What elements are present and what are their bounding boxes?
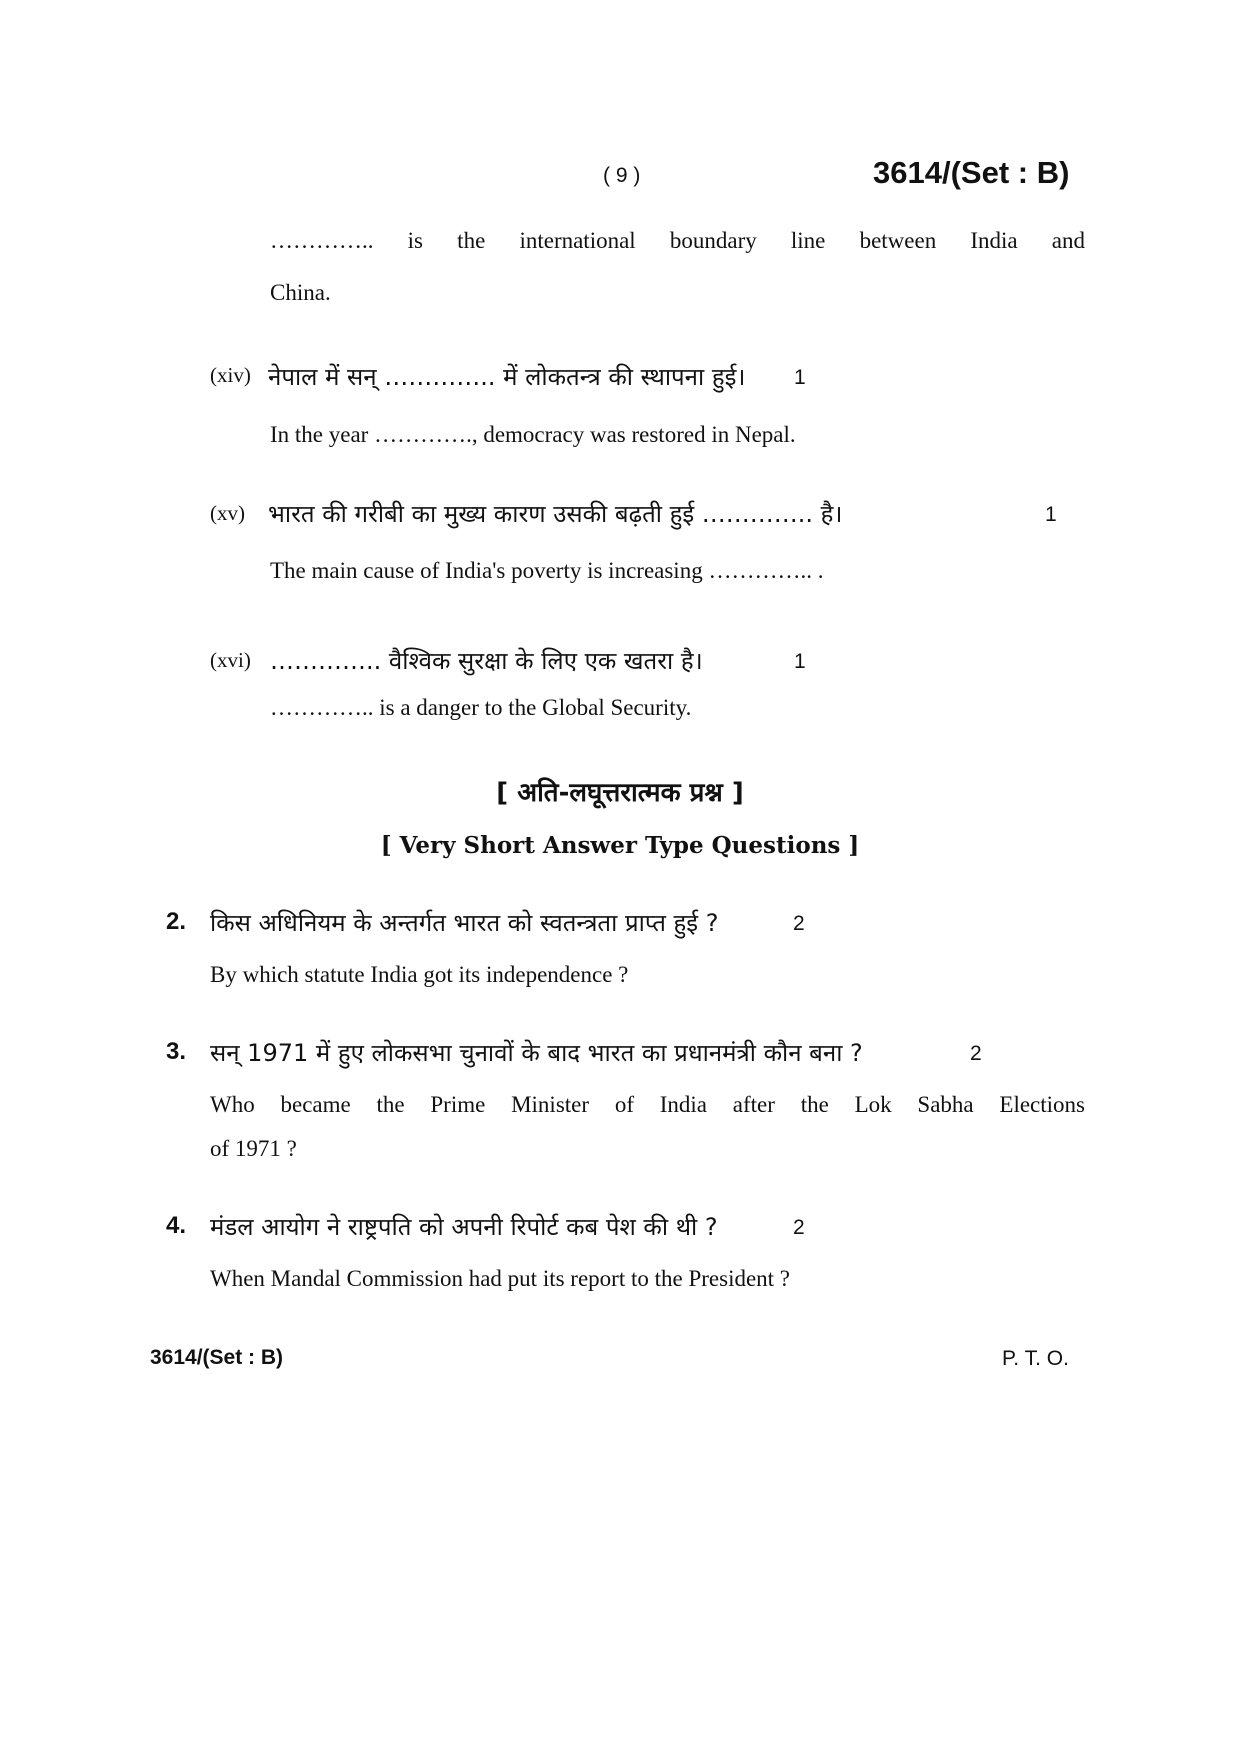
item-label: (xiv) [210, 363, 251, 387]
item-label: (xv) [210, 501, 245, 525]
item-marks: 1 [794, 650, 806, 673]
pto-text: P. T. O. [1002, 1347, 1069, 1370]
question-hindi-text: मंडल आयोग ने राष्ट्रपति को अपनी रिपोर्ट कब पेश की थी ? [210, 1213, 718, 1241]
question-hindi-text: किस अधिनियम के अन्तर्गत भारत को स्वतन्त्रता प्राप्त हुई ? [210, 909, 719, 937]
paper-code-header: 3614/(Set : B) [873, 155, 1070, 190]
item-hindi-text: ………….. वैश्विक सुरक्षा के लिए एक खतरा है। [270, 647, 703, 675]
item-hindi-text: भारत की गरीबी का मुख्य कारण उसकी बढ़ती हुई ………….. है। [268, 500, 843, 528]
question-marks: 2 [793, 1216, 805, 1239]
question-number: 3. [166, 1038, 187, 1065]
page-number: ( 9 ) [603, 164, 641, 187]
question-number: 2. [166, 908, 187, 935]
section-title-hindi: [ अति-लघूत्तरात्मक प्रश्न ] [496, 778, 744, 808]
section-title-english: [ Very Short Answer Type Questions ] [380, 832, 860, 859]
item-hindi-text: नेपाल में सन् ………….. में लोकतन्त्र की स्थापना हुई। [268, 363, 746, 391]
question-marks: 2 [793, 912, 805, 935]
item-english-text: In the year …………., democracy was restored in Nepal. [270, 422, 796, 447]
continuation-line-1: ………….. is the international boundary line between India and [270, 228, 1085, 253]
question-english-text: Who became the Prime Minister of India after the Lok Sabha Elections [210, 1092, 1085, 1117]
item-label: (xvi) [210, 648, 251, 672]
item-marks: 1 [1045, 503, 1057, 526]
item-english-text: The main cause of India's poverty is increasing ………….. . [270, 558, 824, 583]
question-hindi-text: सन् 1971 में हुए लोकसभा चुनावों के बाद भारत का प्रधानमंत्री कौन बना ? [210, 1039, 863, 1067]
continuation-line-2: China. [270, 280, 331, 305]
item-english-text: ………….. is a danger to the Global Security. [270, 695, 692, 720]
paper-code-footer: 3614/(Set : B) [150, 1346, 284, 1369]
question-english-text: By which statute India got its independence ? [210, 962, 629, 987]
question-english-text: of 1971 ? [210, 1136, 297, 1161]
question-marks: 2 [970, 1042, 982, 1065]
item-marks: 1 [794, 366, 806, 389]
question-english-text: When Mandal Commission had put its report to the President ? [210, 1266, 791, 1291]
question-number: 4. [166, 1212, 187, 1239]
